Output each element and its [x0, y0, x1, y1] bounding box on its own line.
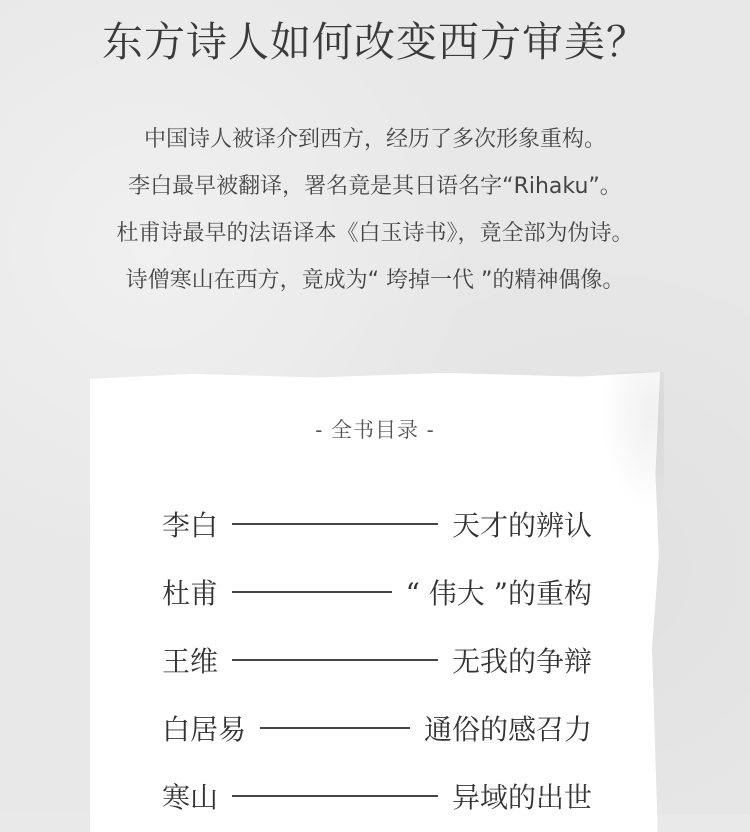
toc-leader-line	[260, 727, 410, 729]
toc-entry	[162, 762, 592, 830]
toc-entry-subtitle: 天才的辨认	[451, 509, 592, 542]
toc-leader-line	[232, 591, 392, 593]
page-headline: 东方诗人如何改变西方审美？	[102, 18, 648, 66]
intro-line: 诗僧寒山在西方，竟成为“ 垮掉一代 ”的精神偶像。	[125, 268, 625, 293]
toc-leader-line	[232, 523, 438, 525]
toc-entry-name: 白居易	[162, 713, 247, 746]
toc-entry-name: 杜甫	[162, 577, 219, 610]
toc-entry-subtitle: 通俗的感召力	[423, 713, 592, 746]
toc-entry-name: 寒山	[162, 781, 219, 814]
toc-entry	[162, 694, 592, 762]
toc-heading: - 全书目录 -	[315, 418, 435, 442]
toc-entry	[162, 558, 592, 626]
toc-entry-subtitle: 异域的出世	[451, 781, 592, 814]
toc-entry-name: 王维	[162, 645, 219, 678]
toc-entry-subtitle: “ 伟大 ”的重构	[405, 577, 592, 610]
toc-entry	[162, 490, 592, 558]
toc-leader-line	[232, 659, 438, 661]
intro-paragraph	[0, 116, 750, 304]
toc-leader-line	[232, 795, 438, 797]
intro-line: 中国诗人被译介到西方，经历了多次形象重构。	[143, 127, 606, 152]
toc-entry	[162, 626, 592, 694]
intro-line: 杜甫诗最早的法语译本《白玉诗书》，竟全部为伪诗。	[116, 221, 634, 246]
toc-entry-name: 李白	[162, 509, 219, 542]
toc-entry-subtitle: 无我的争辩	[451, 645, 592, 678]
intro-line: 李白最早被翻译，署名竟是其日语名字“Rihaku”。	[128, 174, 622, 199]
toc-list	[162, 490, 592, 830]
